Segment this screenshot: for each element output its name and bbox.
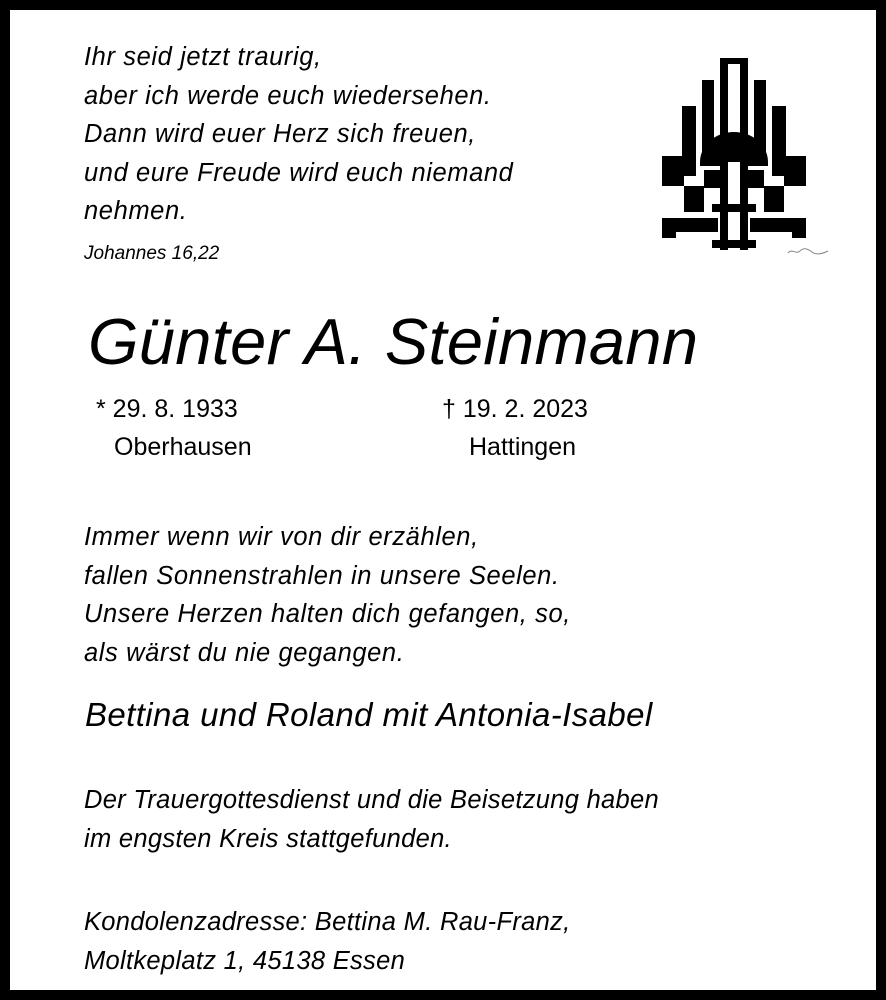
verse-line: Ihr seid jetzt traurig, bbox=[84, 43, 322, 71]
birth-place: Oberhausen bbox=[114, 433, 252, 461]
death-place: Hattingen bbox=[469, 433, 577, 461]
verse-line: nehmen. bbox=[84, 197, 188, 225]
verse-line: und eure Freude wird euch niemand bbox=[84, 158, 514, 187]
poem-line: fallen Sonnenstrahlen in unsere Seelen. bbox=[84, 561, 560, 590]
verse-line: Dann wird euer Herz sich freuen, bbox=[84, 120, 476, 148]
service-line: im engsten Kreis stattgefunden. bbox=[84, 824, 452, 853]
condolence-address bbox=[84, 903, 571, 980]
artist-signature bbox=[786, 246, 830, 256]
poem-line: als wärst du nie gegangen. bbox=[84, 638, 405, 667]
memorial-poem bbox=[84, 518, 571, 672]
death-date: † 19. 2. 2023 bbox=[442, 395, 588, 423]
cross-candle-emblem-icon bbox=[658, 54, 810, 254]
address-line: Moltkeplatz 1, 45138 Essen bbox=[84, 946, 406, 975]
poem-line: Immer wenn wir von dir erzählen, bbox=[84, 523, 479, 551]
deceased-name: Günter A. Steinmann bbox=[88, 305, 699, 378]
bible-verse bbox=[84, 38, 513, 231]
bereaved-family: Bettina und Roland mit Antonia-Isabel bbox=[85, 696, 653, 733]
birth-date: * 29. 8. 1933 bbox=[96, 395, 238, 423]
service-notice bbox=[84, 781, 659, 858]
service-line: Der Trauergottesdienst und die Beisetzung haben bbox=[84, 786, 659, 814]
verse-reference: Johannes 16,22 bbox=[84, 243, 220, 264]
address-line: Kondolenzadresse: Bettina M. Rau-Franz, bbox=[84, 908, 571, 936]
poem-line: Unsere Herzen halten dich gefangen, so, bbox=[84, 600, 571, 628]
verse-line: aber ich werde euch wiedersehen. bbox=[84, 81, 492, 110]
